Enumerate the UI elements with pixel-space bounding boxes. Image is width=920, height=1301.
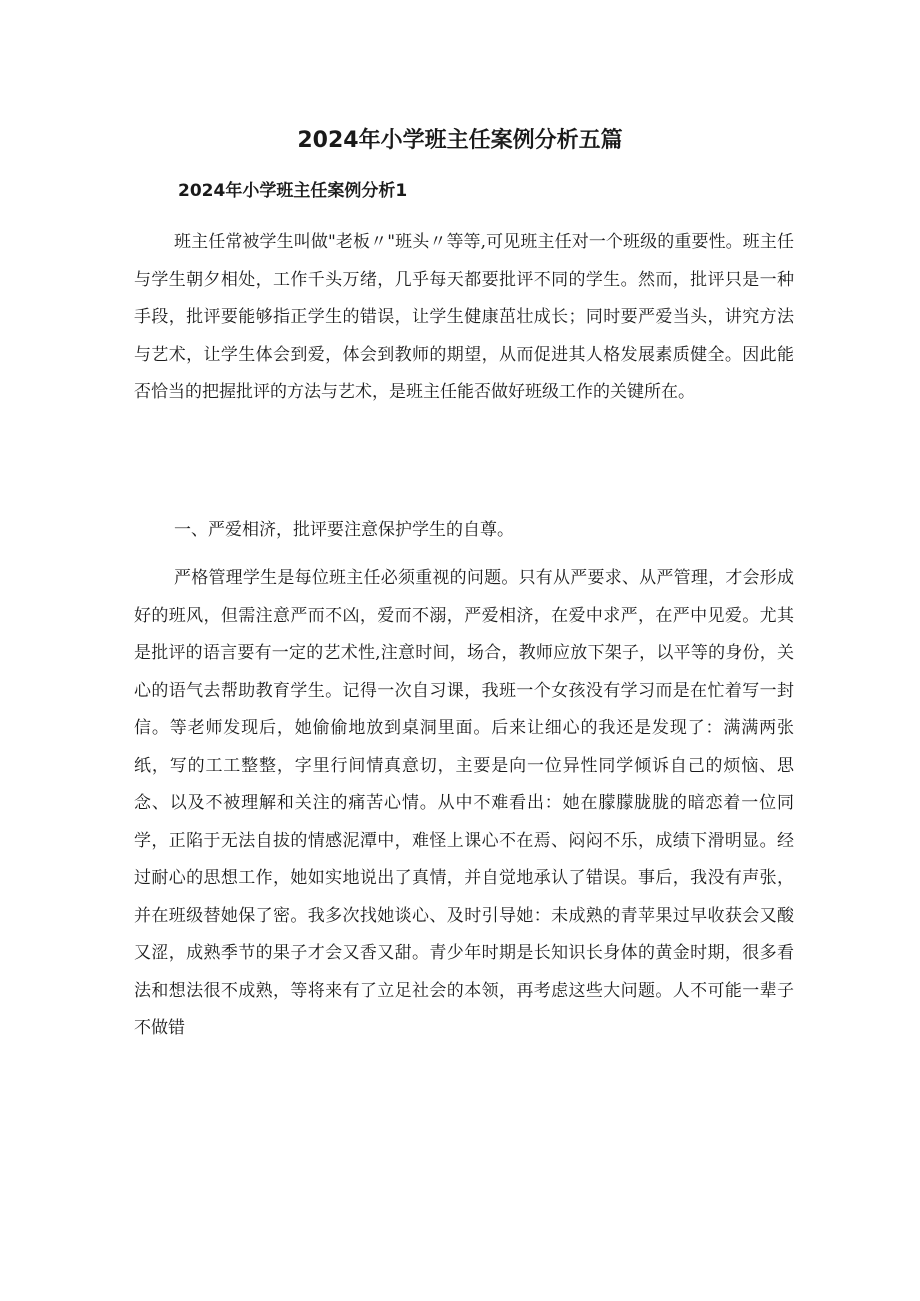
paragraph-intro: 班主任常被学生叫做"老板〃"班头〃等等,可见班主任对一个班级的重要性。班主任与学生朝夕相处，工作千头万绪，几乎每天都要批评不同的学生。然而，批评只是一种手段，批评要能够指正学生的错误，让学生健康茁壮成长；同时要严爱当头，讲究方法与艺术，让学生体会到爱，体会到教师的期望，从而促进其人格发展素质健全。因此能否恰当的把握批评的方法与艺术，是班主任能否做好班级工作的关键所在。 [134, 232, 794, 402]
paragraph-point-one-heading: 一、严爱相济，批评要注意保护学生的自尊。 [174, 520, 514, 540]
paragraph-case-story: 严格管理学生是每位班主任必须重视的问题。只有从严要求、从严管理，才会形成好的班风，但需注意严而不凶，爱而不溺，严爱相济，在爱中求严，在严中见爱。尤其是批评的语言要有一定的艺术性,注意时间，场合，教师应放下架子，以平等的身份，关心的语气去帮助教育学生。记得一次自习课，我班一个女孩没有学习而是在忙着写一封信。等老师发现后，她偷偷地放到桌洞里面。后来让细心的我还是发现了：满满两张纸，写的工工整整，字里行间情真意切，主要是向一位异性同学倾诉自己的烦恼、思念、以及不被理解和关注的痛苦心情。从中不难看出：她在朦朦胧胧的暗恋着一位同学，正陷于无法自拔的情感泥潭中，难怪上课心不在焉、闷闷不乐，成绩下滑明显。经过耐心的思想工作，她如实地说出了真情，并自觉地承认了错误。事后，我没有声张，并在班级替她保了密。我多次找她谈心、及时引导她：未成熟的青苹果过早收获会又酸又涩，成熟季节的果子才会又香又甜。青少年时期是长知识长身体的黄金时期，很多看法和想法很不成熟，等将来有了立足社会的本领，再考虑这些大问题。人不可能一辈子不做错 [134, 568, 794, 1038]
section-heading: 2024年小学班主任案例分析1 [178, 181, 408, 201]
document-title: 2024年小学班主任案例分析五篇 [297, 128, 623, 153]
